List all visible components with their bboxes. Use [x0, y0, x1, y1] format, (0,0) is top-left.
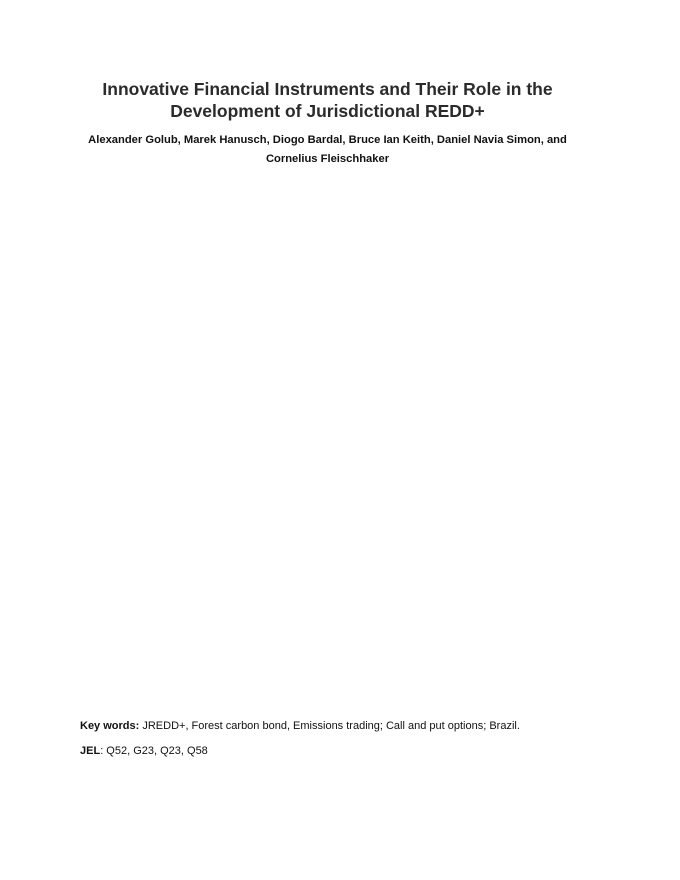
- keywords-text: JREDD+, Forest carbon bond, Emissions trading; Call and put options; Brazil.: [139, 720, 520, 732]
- keywords-line: [80, 719, 520, 733]
- paper-title-line-2: Development of Jurisdictional REDD+: [170, 101, 485, 121]
- author-line-2: Cornelius Fleischhaker: [265, 153, 390, 165]
- paper-title: [60, 78, 595, 122]
- author-line-1: Alexander Golub, Marek Hanusch, Diogo Bardal, Bruce Ian Keith, Daniel Navia Simon, and: [88, 134, 567, 146]
- jel-line: [80, 744, 208, 758]
- keywords-label: Key words:: [80, 720, 140, 732]
- paper-title-line-1: Innovative Financial Instruments and Their Role in the: [102, 79, 553, 99]
- author-list: [60, 131, 595, 169]
- jel-codes: : Q52, G23, Q23, Q58: [100, 745, 208, 757]
- jel-label: JEL: [80, 745, 101, 757]
